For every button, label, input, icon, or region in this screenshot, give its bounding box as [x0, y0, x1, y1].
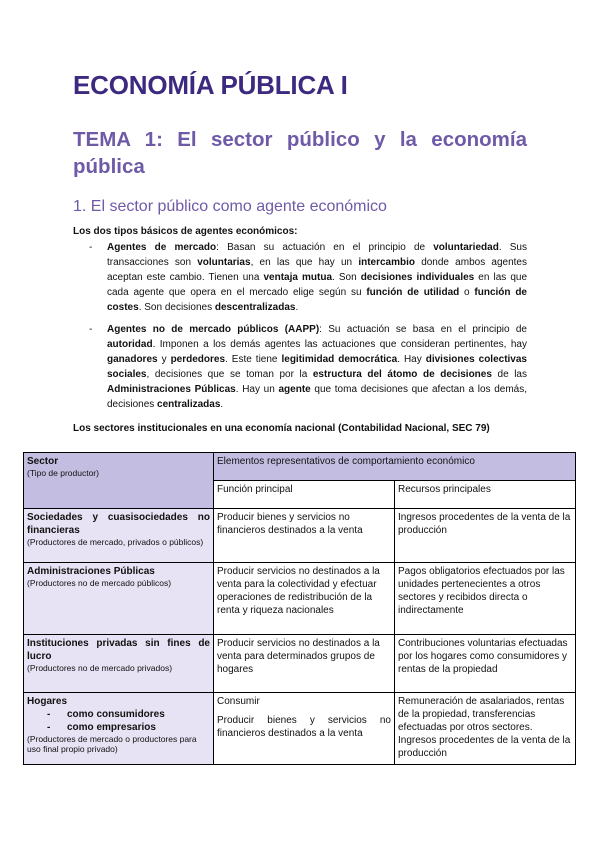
list-dash: - — [89, 324, 93, 335]
bold-text: ventaja mutua — [263, 272, 333, 283]
bold-text: voluntarias — [197, 257, 251, 268]
bold-text: Administraciones Públicas — [107, 384, 236, 395]
sector-cell — [24, 563, 214, 635]
bold-text: divisiones colectivas sociales — [107, 354, 527, 380]
text-run: de las — [491, 369, 527, 380]
text-run: . Son — [332, 272, 361, 283]
bold-text: intercambio — [358, 257, 415, 268]
text-run: . — [220, 399, 224, 410]
bold-text: centralizadas — [157, 399, 221, 410]
text-run: . Imponen a los demás agentes las actuaciones que consideran pertinentes, hay — [152, 339, 527, 350]
topic-title: TEMA 1: El sector público y la economía pública — [73, 128, 527, 178]
subitem-label: como empresarios — [67, 722, 156, 733]
text-run: , en las que hay un — [250, 257, 359, 268]
table-header-row — [24, 453, 576, 481]
subitem-label: como consumidores — [67, 709, 165, 720]
bold-text: legitimidad democrática — [281, 354, 398, 365]
text-run: que toma decisiones que afectan a los demás, decisiones — [107, 384, 527, 410]
header-sector-cell — [24, 453, 214, 509]
list-dash: - — [89, 242, 93, 253]
function-cell: Producir servicios no destinados a la venta para determinados grupos de hogares — [214, 635, 395, 693]
bold-text: voluntariedad — [433, 242, 499, 253]
table-row — [24, 693, 576, 765]
table-row — [24, 635, 576, 693]
text-run: . — [295, 302, 299, 313]
header-resources-cell: Recursos principales — [395, 481, 576, 509]
text-run: . Este tiene — [225, 354, 282, 365]
bold-text: Agentes no de mercado públicos (AAPP) — [107, 324, 320, 335]
bold-text: descentralizadas — [214, 302, 296, 313]
function-cell: Producir servicios no destinados a la venta para la colectividad y efectuar operaciones de redistribución de la renta y riqueza nacionales — [214, 563, 395, 635]
list-item — [73, 240, 527, 315]
table-row — [24, 563, 576, 635]
bold-text: decisiones individuales — [360, 272, 475, 283]
function-cell — [214, 693, 395, 765]
text-run: . Hay — [397, 354, 426, 365]
text-run: y — [157, 354, 171, 365]
bold-text: agente — [278, 384, 311, 395]
bold-text: autoridad — [107, 339, 153, 350]
text-run: . Son decisiones — [138, 302, 215, 313]
sector-sub: (Productores de mercado, privados o públicos) — [27, 537, 204, 547]
sector-cell — [24, 635, 214, 693]
sector-cell — [24, 693, 214, 765]
subitem-dash: - — [47, 709, 51, 720]
document-title: ECONOMÍA PÚBLICA I — [73, 70, 348, 100]
sector-sub: (Productores no de mercado privados) — [27, 663, 173, 673]
sector-subitem — [27, 721, 210, 734]
bold-text: función de costes — [107, 287, 527, 313]
sector-name: Hogares — [27, 696, 68, 707]
subitem-dash: - — [47, 722, 51, 733]
table-row — [24, 509, 576, 563]
resources-cell: Contribuciones voluntarias efectuadas por los hogares como consumidores y rentas de la propiedad — [395, 635, 576, 693]
bold-text: ganadores — [107, 354, 158, 365]
header-function-cell: Función principal — [214, 481, 395, 509]
bold-text: función de utilidad — [366, 287, 460, 298]
text-run: o — [459, 287, 475, 298]
sector-name: Administraciones Públicas — [27, 566, 155, 577]
text-run: donde ambos agentes aceptan este cambio. Tienen una — [107, 257, 527, 283]
sector-cell — [24, 509, 214, 563]
sectors-table — [23, 452, 576, 765]
intro-text: Los dos tipos básicos de agentes económicos: — [73, 226, 298, 237]
table-caption: Los sectores institucionales en una economía nacional (Contabilidad Nacional, SEC 79) — [73, 423, 490, 434]
sector-subitem — [27, 708, 210, 721]
agent-types-list — [73, 240, 527, 419]
resources-cell: Remuneración de asalariados, rentas de la propiedad, transferencias efectuadas por otros sectores. Ingresos procedentes de la venta de la producción — [395, 693, 576, 765]
text-run: : Basan su actuación en el principio de — [216, 242, 434, 253]
function-cell: Producir bienes y servicios no financieros destinados a la venta — [214, 509, 395, 563]
text-run: en las que cada agente que opera en el mercado elige según su — [107, 272, 528, 298]
header-sector-label: Sector — [27, 456, 59, 467]
function-text: Producir bienes y servicios no financieros destinados a la venta — [217, 715, 391, 739]
header-group-cell: Elementos representativos de comportamiento económico — [214, 453, 576, 481]
header-sector-sub: (Tipo de productor) — [27, 468, 99, 478]
resources-cell: Ingresos procedentes de la venta de la producción — [395, 509, 576, 563]
bold-text: Agentes de mercado — [107, 242, 217, 253]
text-run: . Hay un — [235, 384, 279, 395]
list-item — [73, 322, 527, 412]
text-run: . Sus transacciones son — [107, 242, 527, 268]
resources-cell: Pagos obligatorios efectuados por las unidades pertenecientes a otros sectores y recibidos directa o indirectamente — [395, 563, 576, 635]
sector-sub: (Productores de mercado o productores para uso final propio privado) — [27, 734, 197, 754]
sector-name: Sociedades y cuasisociedades no financieras — [27, 512, 210, 536]
bold-text: perdedores — [170, 354, 226, 365]
text-run: , decisiones que se toman por la — [146, 369, 313, 380]
function-text: Consumir — [217, 696, 260, 707]
text-run: : Su actuación se basa en el principio de — [319, 324, 527, 335]
sector-name: Instituciones privadas sin fines de lucro — [27, 638, 210, 662]
section-heading: 1. El sector público como agente económico — [73, 198, 387, 215]
sector-sub: (Productores no de mercado públicos) — [27, 578, 172, 588]
bold-text: estructura del átomo de decisiones — [312, 369, 492, 380]
